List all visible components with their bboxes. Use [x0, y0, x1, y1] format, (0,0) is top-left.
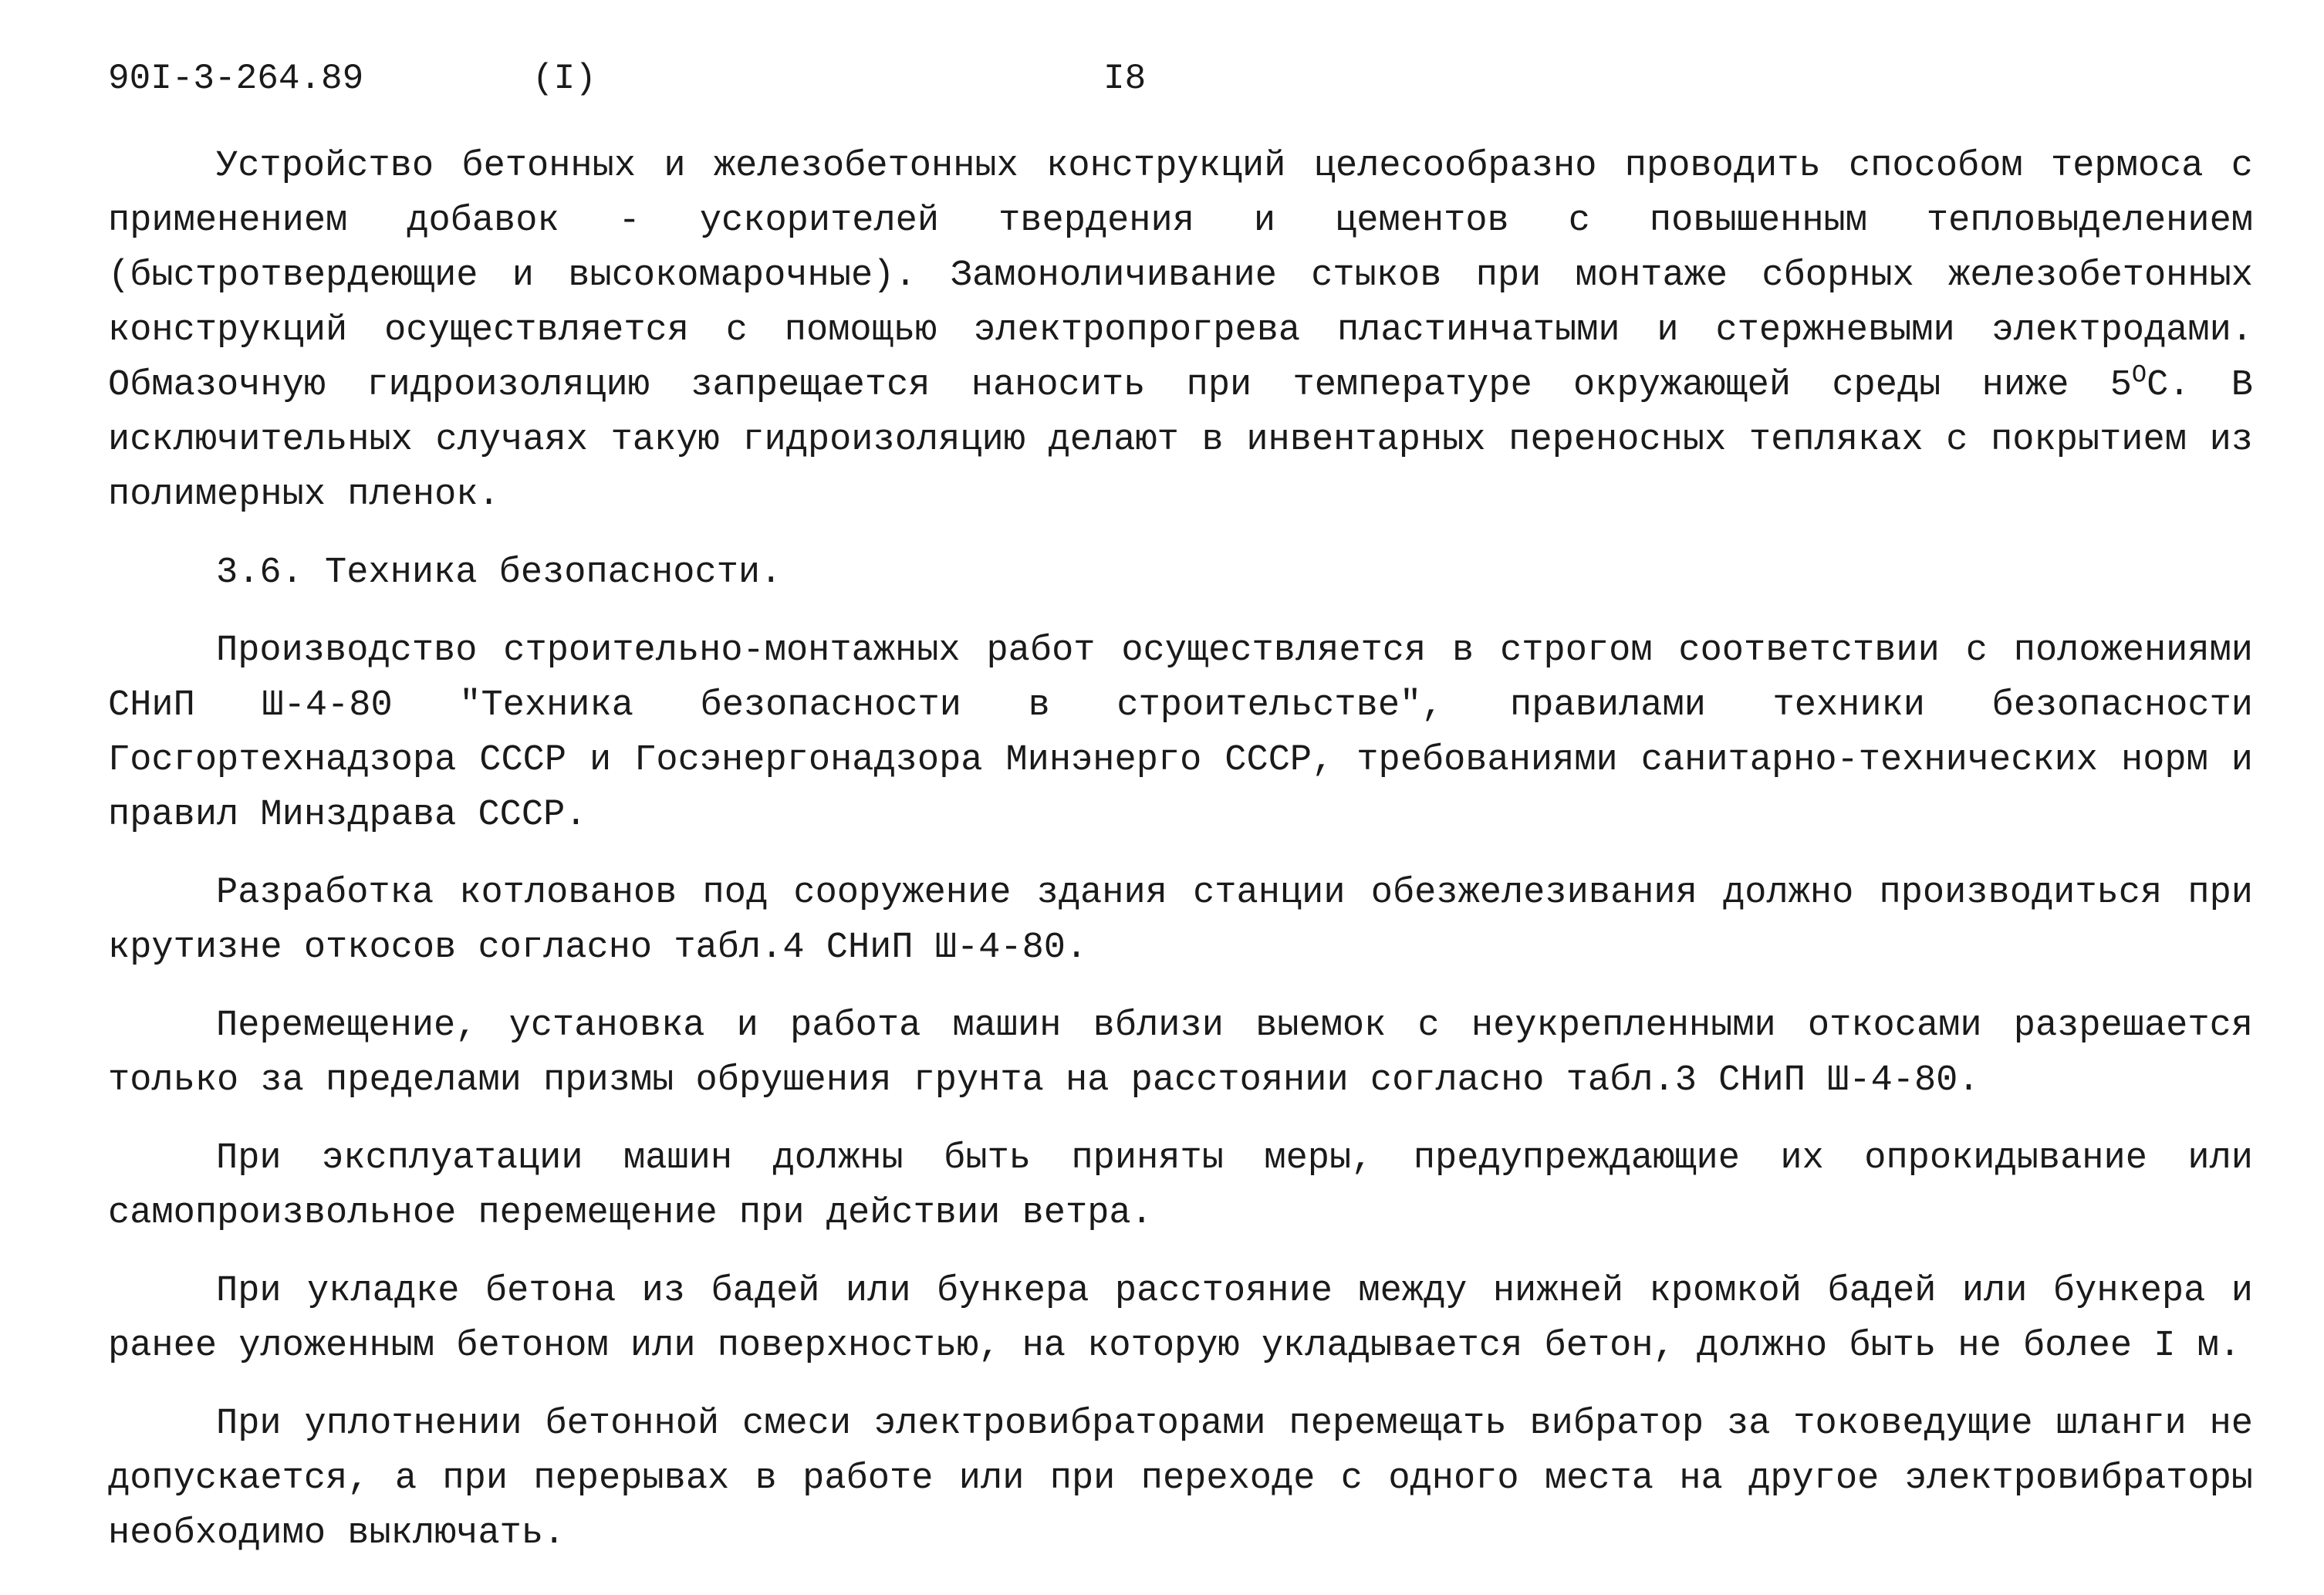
paragraph-excavation: Разработка котлованов под сооружение здания станции обезжелезивания должно производиться при крутизне откосов согласно табл.4 СНиП Ш-4-80.: [108, 873, 2253, 968]
degree-sign: O: [2131, 360, 2147, 390]
sheet-mark: (I): [532, 59, 596, 99]
paragraph-concrete-winter: [108, 139, 2253, 522]
paragraph-text: C. В исключительных случаях такую гидроизоляцию делают в инвентарных переносных тепляках с покрытием из полимерных пленок.: [108, 365, 2254, 515]
document-body: [108, 139, 2253, 1561]
paragraph-regulations: Производство строительно-монтажных работ осуществляется в строгом соответствии с положениями СНиП Ш-4-80 "Техника безопасности в строительстве", правилами техники безопасности Госгортехнадзора СССР и Госэнергонадзора Минэнерго СССР, требованиями санитарно-технических норм и правил Минздрава СССР.: [108, 630, 2253, 836]
paragraph-vibrators: При уплотнении бетонной смеси электровибраторами перемещать вибратор за токоведущие шланги не допускается, а при перерывах в работе или при переходе с одного места на другое электровибраторы необходимо выключать.: [108, 1404, 2253, 1554]
document-code: 90I-3-264.89: [108, 59, 364, 99]
paragraph-machinery-movement: Перемещение, установка и работа машин вблизи выемок с неукрепленными откосами разрешается только за пределами призмы обрушения грунта на расстоянии согласно табл.3 СНиП Ш-4-80.: [108, 1005, 2253, 1101]
section-heading: 3.6. Техника безопасности.: [216, 553, 782, 593]
paragraph-machinery-operation: При эксплуатации машин должны быть приняты меры, предупреждающие их опрокидывание или самопроизвольное перемещение при действии ветра.: [108, 1138, 2253, 1234]
page-header: [108, 48, 2238, 110]
paragraph-concrete-placement: При укладке бетона из бадей или бункера расстояние между нижней кромкой бадей или бункера и ранее уложенным бетоном или поверхностью, на которую укладывается бетон, должно быть не более I м.: [108, 1271, 2253, 1367]
page-number: I8: [1103, 59, 1147, 99]
paragraph-text: Устройство бетонных и железобетонных конструкций целесообразно проводить способом термоса с применением добавок - ускорителей твердения и цементов с повышенным тепловыделением (быстротвердеющие и высокомарочные). Замоноличивание стыков при монтаже сборных железобетонных конструкций осуществляется с помощью электропрогрева пластинчатыми и стержневыми электродами. Обмазочную гидроизоляцию запрещается наносить при температуре окружающей среды ниже 5: [108, 146, 2253, 406]
